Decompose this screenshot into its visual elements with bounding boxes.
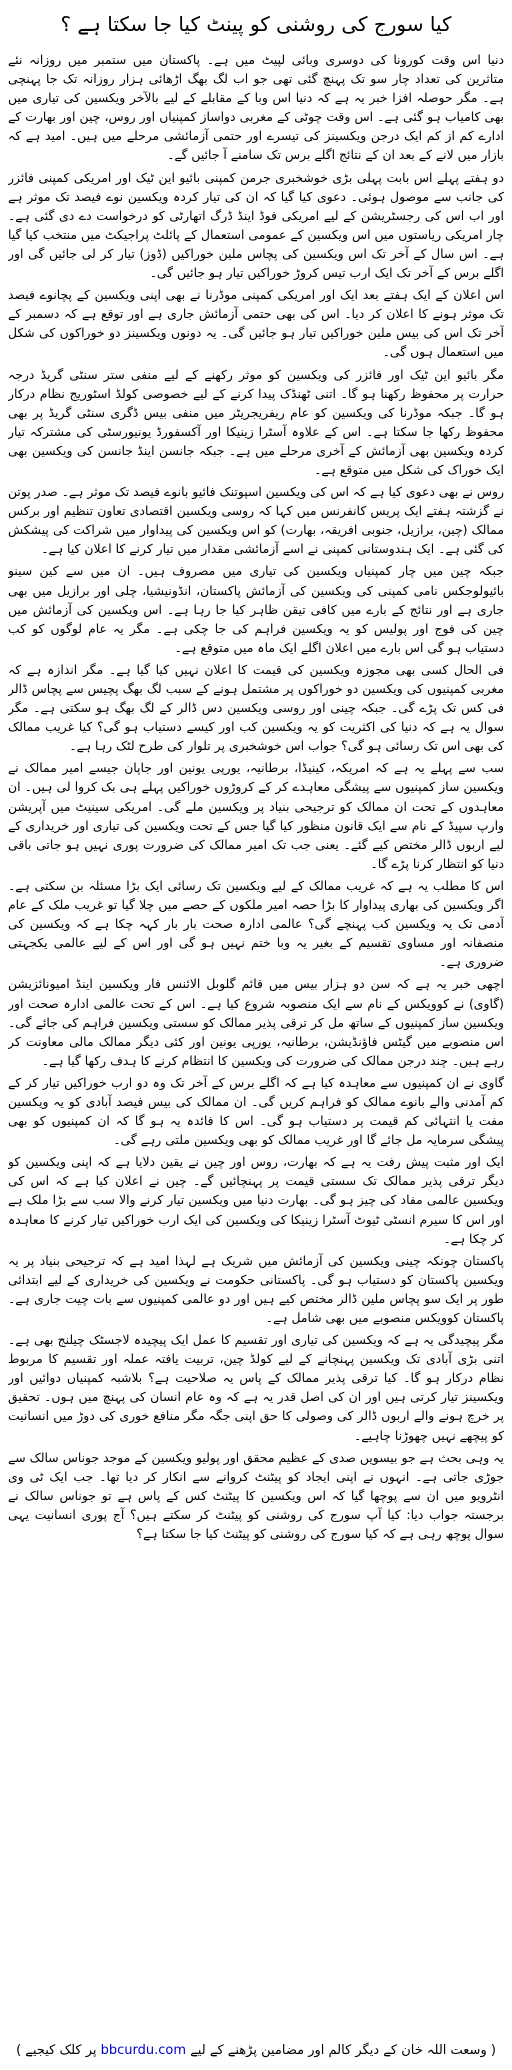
paragraph-9: اس کا مطلب یہ ہے کہ غریب ممالک کے لیے ویکسین تک رسائی ایک بڑا مسئلہ بن سکتی ہے۔ اگر ویکسین کی بھاری پیداوار کا بڑا حصہ امیر ملکوں کے حصے میں چلا گیا تو غریب ملک کے عام آدمی تک یہ ویکسین کب پہنچے گی؟ عالمی ادارہ صحت بار بار کہہ چکا ہے کہ ویکسین کی منصفانہ اور مساوی تقسیم کے بغیر یہ وبا ختم نہیں ہو گی اور اس کے لیے عالمی یکجہتی ضروری ہے۔: [8, 877, 504, 970]
paragraph-15: یہ وہی بحث ہے جو بیسویں صدی کے عظیم محقق اور پولیو ویکسین کے موجد جوناس سالک سے جوڑی جاتی ہے۔ انہوں نے اپنی ایجاد کو پیٹنٹ کروانے سے انکار کر دیا تھا۔ جب ایک ٹی وی انٹرویو میں ان سے پوچھا گیا کہ اس ویکسین کا پیٹنٹ کس کے پاس ہے تو جوناس سالک نے برجستہ جواب دیا: کیا آپ سورج کی روشنی کو پیٹنٹ کر سکتے ہیں؟ آج پوری انسانیت یہی سوال پوچھ رہی ہے کہ کیا سورج کی روشنی کو پیٹنٹ کیا جا سکتا ہے؟: [8, 1449, 504, 1542]
more-articles-footer: [8, 2038, 504, 2066]
paragraph-6: جبکہ چین میں چار کمپنیاں ویکسین کی تیاری میں مصروف ہیں۔ ان میں سے کین سینو بائیولوجکس نامی کمپنی کی ویکسین کی آزمائش پاکستان، انڈونیشیا، چلی اور برازیل میں بھی جاری ہے اور نتائج کے بارے میں کافی تیقن ظاہر کیا جا رہا ہے۔ اس ویکسین کی آزمائش میں چین کی فوج اور پولیس کو یہ ویکسین فراہم کی جا چکی ہے۔ مگر یہ عام لوگوں کو کب دستیاب ہو گی اس بارے میں اعلان اگلے ایک ماہ میں متوقع ہے۔: [8, 563, 504, 655]
paragraph-10: اچھی خبر یہ ہے کہ سن دو ہزار بیس میں قائم گلوبل الائنس فار ویکسین اینڈ امیونائزیشن (گاوی) نے کوویکس کے نام سے ایک منصوبہ شروع کیا ہے۔ اس کے تحت عالمی ادارہ صحت اور ویکسین ساز کمپنیوں کے ساتھ مل کر ترقی پذیر ممالک کو سستی ویکسین فراہم کی جائے گی۔ اس منصوبے میں گیٹس فاؤنڈیشن، برطانیہ، یورپی یونین اور کئی دیگر ممالک مالی معاونت کر رہے ہیں۔ چند درجن ممالک کی ضرورت کی ویکسین کا انتظام کرنے کا ہدف رکھا گیا ہے۔: [8, 976, 504, 1068]
paragraph-2: دو ہفتے پہلے اس بابت پہلی بڑی خوشخبری جرمن کمپنی بائیو این ٹیک اور امریکی کمپنی فائزر کی جانب سے موصول ہوئی۔ دعوی کیا گیا کہ ان کی تیار کردہ ویکسین نوے فیصد تک موثر ہے اور اب اس کی رجسٹریشن کے لیے امریکی فوڈ اینڈ ڈرگ اتھارٹی کو درخواست دے دی گئی ہے۔ چار امریکی ریاستوں میں اس ویکسین کے عمومی استعمال کے پائلٹ پراجیکٹ میں منتخب کیا گیا ہے۔ اس سال کے آخر تک اس ویکسین کی پچاس ملین خوراکیں (ڈوز) تیار کر لی جائیں گی اور اگلے برس کے آخر تک ایک ارب تیس کروڑ خوراکیں تیار ہو جائیں گی۔: [8, 169, 504, 281]
paragraph-12: ایک اور مثبت پیش رفت یہ ہے کہ بھارت، روس اور چین نے یقین دلایا ہے کہ اپنی ویکسین کو دیگر ترقی پذیر ممالک تک سستی قیمت پر پہنچائیں گے۔ چین نے اعلان کیا ہے کہ اس کی ویکسین عالمی مفاد کی چیز ہو گی۔ بھارت دنیا میں ویکسین تیار کرنے والا سب سے بڑا ملک ہے اور اس کا سیرم انسٹی ٹیوٹ آسٹرا زینیکا کی ویکسین کی ایک ارب خوراکیں تیار کرنے کا معاہدہ کر چکا ہے۔: [8, 1154, 504, 1246]
paragraph-1: دنیا اس وقت کورونا کی دوسری وبائی لپیٹ میں ہے۔ پاکستان میں ستمبر میں روزانہ نئے متاثرین کی تعداد چار سو تک پہنچ گئی تھی جو اب لگ بھگ اڑھائی ہزار روزانہ تک جا پہنچی ہے۔ مگر حوصلہ افزا خبر یہ ہے کہ دنیا اس وبا کے مقابلے کے لیے بالآخر ویکسین کی تیاری میں بھی کامیاب ہو گئی ہے۔ اس وقت چوٹی کے مغربی دواساز کمپنیاں اور روس، چین اور بھارت کے ادارے کم از کم ایک درجن ویکسینز کی تیسرے اور حتمی آزمائشی مرحلے میں ہیں۔ امید ہے کہ بازار میں لانے کے بعد ان کے نتائج اگلے برس تک سامنے آ جائیں گے۔: [8, 52, 504, 163]
footer-prefix: ( وسعت اللہ خان کے دیگر کالم اور مضامین پڑھنے کے لیے: [190, 2043, 496, 2058]
paragraph-3: اس اعلان کے ایک ہفتے بعد ایک اور امریکی کمپنی موڈرنا نے بھی اپنی ویکسین کے پچانوے فیصد تک موثر ہونے کا اعلان کر دیا۔ اس کی بھی حتمی آزمائش جاری ہے اور توقع ہے کہ دسمبر کے آخر تک اس کی بیس ملین خوراکیں تیار ہو جائیں گی۔ یہ دونوں ویکسینز دو خوراکوں کی شکل میں استعمال ہوں گی۔: [8, 287, 504, 360]
bbcurdu-link[interactable]: bbcurdu.com: [100, 2043, 187, 2058]
article-body: [8, 50, 504, 2038]
paragraph-11: گاوی نے ان کمپنیوں سے معاہدہ کیا ہے کہ اگلے برس کے آخر تک وہ دو ارب خوراکیں تیار کر کے کم آمدنی والے بانوے ممالک کو فراہم کریں گی۔ ان ممالک کی بیس فیصد آبادی کو یہ ویکسین مفت یا انتہائی کم قیمت پر دستیاب ہو گی۔ اس کا فائدہ یہ ہو گا کہ ان کمپنیوں کو بھی پیشگی سرمایہ مل جائے گا اور غریب ممالک کو بھی ویکسین ملتی رہے گی۔: [8, 1074, 504, 1148]
paragraph-8: سب سے پہلے یہ ہے کہ امریکہ، کینیڈا، برطانیہ، یورپی یونین اور جاپان جیسے امیر ممالک نے ویکسین ساز کمپنیوں سے پیشگی معاہدے کر کے کروڑوں خوراکیں پہلے ہی بک کروا لی ہیں۔ ان معاہدوں کے تحت ان ممالک کو ترجیحی بنیاد پر ویکسین ملے گی۔ امریکی سینیٹ میں آپریشن وارپ سپیڈ کے نام سے ایک قانون منظور کیا گیا جس کے تحت ویکسین کی تیاری اور خریداری کے لیے اربوں ڈالر مختص کیے گئے۔ یعنی جب تک امیر ممالک کی ضرورت پوری نہیں ہو جاتی باقی دنیا کو انتظار کرنا پڑے گا۔: [8, 760, 504, 871]
paragraph-7: فی الحال کسی بھی مجوزہ ویکسین کی قیمت کا اعلان نہیں کیا گیا ہے۔ مگر اندازہ ہے کہ مغربی کمپنیوں کی ویکسین دو خوراکوں پر مشتمل ہونے کے سبب لگ بھگ پچیس سے پچاس ڈالر فی کس تک پڑے گی۔ جبکہ چینی اور روسی ویکسین دس ڈالر کے لگ بھگ ہو سکتی ہے۔ مگر سوال یہ ہے کہ دنیا کی اکثریت کو یہ ویکسین کب اور کیسے دستیاب ہو گی؟ کیا غریب ممالک کی بھی اس تک رسائی ہو گی؟ جواب اس خوشخبری پر تلوار کی طرح لٹک رہا ہے۔: [8, 661, 504, 754]
paragraph-4: مگر بائیو این ٹیک اور فائزر کی ویکسین کو موثر رکھنے کے لیے منفی ستر سنٹی گریڈ درجہ حرارت پر محفوظ رکھنا ہو گا۔ اتنی ٹھنڈک پیدا کرنے کے لیے خصوصی کولڈ اسٹوریج نظام درکار ہو گا۔ جبکہ موڈرنا کی ویکسین کو عام ریفریجریٹر میں منفی بیس ڈگری سنٹی گریڈ پر بھی محفوظ رکھا جا سکتا ہے۔ اس کے علاوہ آسٹرا زینیکا اور آکسفورڈ یونیورسٹی کی مشترکہ تیار کردہ ویکسین بھی آزمائش کے آخری مرحلے میں ہے۔ جبکہ جانسن اینڈ جانسن کی ویکسین بھی ایک خوراک کی شکل میں متوقع ہے۔: [8, 366, 504, 477]
footer-suffix: پر کلک کیجیے ): [16, 2043, 97, 2058]
paragraph-5: روس نے بھی دعوی کیا ہے کہ اس کی ویکسین اسپوتنک فائیو بانوے فیصد تک موثر ہے۔ صدر پوتن نے گزشتہ ہفتے ایک پریس کانفرنس میں کہا کہ روسی ویکسین اقتصادی تعاون تنظیم اور برکس ممالک (چین، برازیل، جنوبی افریقہ، بھارت) کو اس ویکسین کی پیداوار میں شراکت کی پیشکش کی گئی ہے۔ ایک ہندوستانی کمپنی نے اسے آزمائشی مقدار میں تیار کرنے کا اعلان کیا ہے۔: [8, 484, 504, 557]
paragraph-14: مگر پیچیدگی یہ ہے کہ ویکسین کی تیاری اور تقسیم کا عمل ایک پیچیدہ لاجسٹک چیلنج بھی ہے۔ اتنی بڑی آبادی تک ویکسین پہنچانے کے لیے کولڈ چین، تربیت یافتہ عملہ اور تقسیم کا مربوط نظام درکار ہو گا۔ کیا ترقی پذیر ممالک کے پاس یہ صلاحیت ہے؟ بلاشبہ کمپنیاں دوائیں اور ویکسینز تیار کرتی ہیں اور ان کی اصل قدر یہ ہے کہ وہ عام انسان کی پہنچ میں ہوں۔ تحقیق پر خرچ ہونے والے اربوں ڈالر کی وصولی کا حق اپنی جگہ مگر منافع خوری کی دوڑ میں انسانیت کو پیچھے نہیں چھوڑنا چاہیے۔: [8, 1332, 504, 1443]
paragraph-13: پاکستان چونکہ چینی ویکسین کی آزمائش میں شریک ہے لہذا امید ہے کہ ترجیحی بنیاد پر یہ ویکسین پاکستان کو دستیاب ہو گی۔ پاکستانی حکومت نے ویکسین کی خریداری کے لیے ابتدائی طور پر ایک سو پچاس ملین ڈالر مختص کیے ہیں اور دو عالمی کمپنیوں سے بات چیت جاری ہے۔ پاکستان کوویکس منصوبے میں بھی شامل ہے۔: [8, 1252, 504, 1325]
article-title: کیا سورج کی روشنی کو پینٹ کیا جا سکتا ہے ؟: [60, 12, 452, 36]
